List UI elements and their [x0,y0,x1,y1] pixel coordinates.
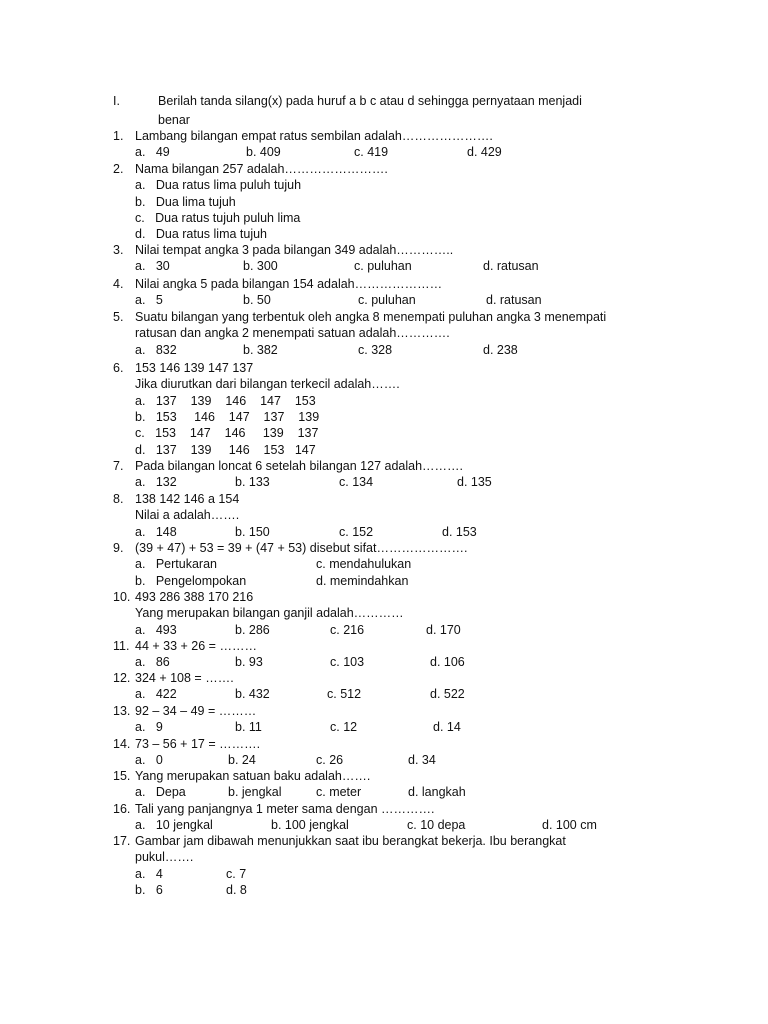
answer-option: b. 150 [235,524,270,539]
question-number: 4. [113,277,124,291]
answer-option: d. 34 [408,753,436,768]
question-number: 10. [113,590,131,604]
answer-option: d. 8 [226,882,247,897]
answer-option: c. 512 [327,687,362,702]
answer-option: a. Dua ratus lima puluh tujuh [135,178,302,193]
question-text: 324 + 108 = ……. [135,671,234,685]
answer-option: d. 153 [442,524,477,539]
answer-option: c. 328 [358,342,393,357]
answer-option: d. 106 [430,655,465,670]
answer-option: d. ratusan [486,293,542,308]
answer-option: d. memindahkan [316,573,409,588]
question-text: 138 142 146 a 154 [135,492,240,506]
answer-option: d. 137 139 146 153 147 [135,442,316,457]
answer-option: a. 9 [135,720,163,735]
answer-option: b. 100 jengkal [271,818,349,833]
question-number: 6. [113,361,124,375]
question-text: 153 146 139 147 137 [135,361,254,375]
answer-option: a. 10 jengkal [135,818,213,833]
answer-option: b. 6 [135,882,163,897]
answer-option: c. puluhan [354,259,412,274]
question-text: 44 + 33 + 26 = ……… [135,639,257,653]
question-text: Nilai tempat angka 3 pada bilangan 349 adalah………….. [135,243,454,257]
answer-option: b. 300 [243,259,278,274]
answer-option: a. 148 [135,524,177,539]
answer-option: a. Pertukaran [135,557,217,572]
question-number: 12. [113,671,131,685]
question-text: Nilai a adalah……. [135,508,240,523]
answer-option: a. 30 [135,259,170,274]
answer-option: b. 24 [228,753,256,768]
answer-option: a. 86 [135,655,170,670]
answer-option: b. 11 [235,720,262,735]
answer-option: b. jengkal [228,785,282,800]
answer-option: a. 832 [135,342,177,357]
answer-option: c. 153 147 146 139 137 [135,426,319,441]
question-number: 5. [113,310,124,324]
question-text: ratusan dan angka 2 menempati satuan adalah…………. [135,326,450,341]
question-text: 493 286 388 170 216 [135,590,254,604]
question-text: Nama bilangan 257 adalah……………………. [135,162,388,176]
answer-option: d. ratusan [483,259,539,274]
answer-option: b. Dua lima tujuh [135,194,236,209]
answer-option: a. 422 [135,687,177,702]
answer-option: d. 238 [483,342,518,357]
answer-option: b. 50 [243,293,271,308]
instruction-line-1: Berilah tanda silang(x) pada huruf a b c atau d sehingga pernyataan menjadi [158,94,582,108]
answer-option: c. mendahulukan [316,557,412,572]
answer-option: a. 132 [135,475,177,490]
answer-option: a. 49 [135,145,170,160]
answer-option: c. 12 [330,720,358,735]
answer-option: c. 26 [316,753,344,768]
answer-option: b. 286 [235,622,270,637]
question-number: 11. [113,639,130,653]
question-number: 1. [113,129,124,143]
answer-option: a. 4 [135,866,163,881]
answer-option: c. 419 [354,145,389,160]
answer-option: c. meter [316,785,362,800]
question-text: Nilai angka 5 pada bilangan 154 adalah………………… [135,277,443,291]
answer-option: c. 7 [226,866,247,881]
question-text: (39 + 47) + 53 = 39 + (47 + 53) disebut sifat…………………. [135,541,468,555]
question-text: Gambar jam dibawah menunjukkan saat ibu berangkat bekerja. Ibu berangkat [135,834,566,848]
section-number: I. [113,94,120,108]
question-number: 15. [113,769,131,783]
answer-option: c. 216 [330,622,365,637]
question-number: 14. [113,737,131,751]
answer-option: a. 0 [135,753,163,768]
answer-option: b. 409 [246,145,281,160]
answer-option: b. 382 [243,342,278,357]
question-text: 73 – 56 + 17 = ………. [135,737,261,751]
answer-option: d. 522 [430,687,465,702]
answer-option: b. 93 [235,655,263,670]
answer-option: c. 10 depa [407,818,466,833]
answer-option: d. 135 [457,475,492,490]
question-text: pukul……. [135,850,194,865]
question-text: Jika diurutkan dari bilangan terkecil adalah……. [135,377,400,392]
question-text: Yang merupakan satuan baku adalah……. [135,769,371,783]
answer-option: c. Dua ratus tujuh puluh lima [135,210,301,225]
question-number: 13. [113,704,131,718]
question-text: Suatu bilangan yang terbentuk oleh angka 8 menempati puluhan angka 3 menempati [135,310,607,324]
answer-option: b. 153 146 147 137 139 [135,409,320,424]
answer-option: d. 100 cm [542,818,597,833]
answer-option: a. Depa [135,785,186,800]
question-text: Yang merupakan bilangan ganjil adalah………… [135,606,404,621]
question-text: Tali yang panjangnya 1 meter sama dengan …………. [135,802,435,816]
answer-option: a. 137 139 146 147 153 [135,393,316,408]
answer-option: c. 134 [339,475,374,490]
question-number: 2. [113,162,124,176]
instruction-line-2: benar [158,113,190,127]
answer-option: d. 170 [426,622,461,637]
answer-option: c. puluhan [358,293,416,308]
question-text: Pada bilangan loncat 6 setelah bilangan 127 adalah………. [135,459,464,473]
answer-option: b. Pengelompokan [135,573,247,588]
question-number: 9. [113,541,124,555]
answer-option: c. 103 [330,655,365,670]
question-number: 16. [113,802,131,816]
answer-option: c. 152 [339,524,374,539]
question-text: Lambang bilangan empat ratus sembilan adalah…………………. [135,129,493,143]
answer-option: a. 493 [135,622,177,637]
answer-option: d. 429 [467,145,502,160]
answer-option: d. Dua ratus lima tujuh [135,227,268,242]
answer-option: a. 5 [135,293,163,308]
question-number: 8. [113,492,124,506]
question-text: 92 – 34 – 49 = ……… [135,704,257,718]
answer-option: b. 133 [235,475,270,490]
answer-option: d. langkah [408,785,466,800]
question-number: 7. [113,459,124,473]
question-number: 3. [113,243,124,257]
answer-option: d. 14 [433,720,461,735]
question-number: 17. [113,834,131,848]
answer-option: b. 432 [235,687,270,702]
